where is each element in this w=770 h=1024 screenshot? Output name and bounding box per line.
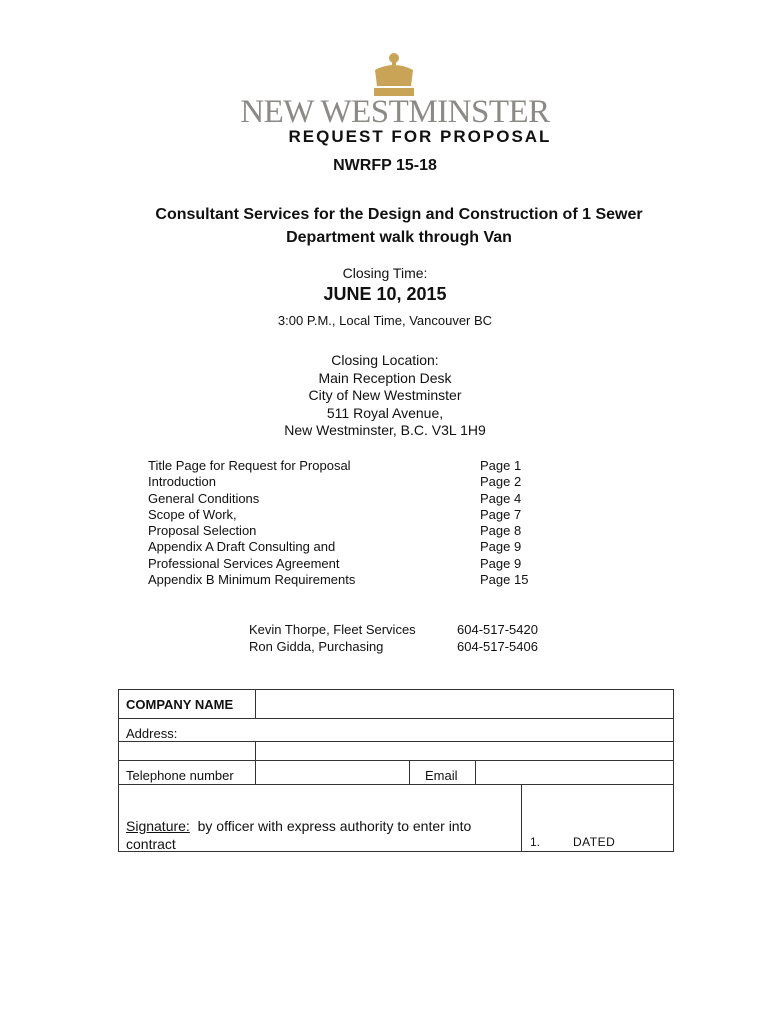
toc-title: Professional Services Agreement bbox=[148, 555, 340, 571]
toc-page: Page 7 bbox=[480, 506, 522, 522]
dated-label: DATED bbox=[573, 835, 616, 849]
toc-title: Appendix A Draft Consulting and bbox=[148, 539, 336, 555]
signature-text: by officer with express authority to enter into bbox=[197, 818, 472, 834]
toc-title: General Conditions bbox=[148, 490, 260, 506]
closing-date: JUNE 10, 2015 bbox=[323, 284, 447, 304]
form-rule bbox=[521, 784, 522, 851]
contact-name: Kevin Thorpe, Fleet Services bbox=[249, 622, 416, 637]
contact-list bbox=[249, 621, 538, 655]
form-rule bbox=[119, 718, 673, 719]
signature-heading: Signature: bbox=[126, 818, 190, 834]
contact-name: Ron Gidda, Purchasing bbox=[249, 639, 384, 654]
form-rule bbox=[409, 760, 410, 784]
signature-text-line2: contract bbox=[126, 836, 176, 852]
telephone-field[interactable] bbox=[259, 762, 407, 782]
location-line: Closing Location: bbox=[331, 352, 439, 368]
address-label: Address: bbox=[126, 726, 178, 741]
company-name-label: COMPANY NAME bbox=[126, 697, 234, 712]
toc-row bbox=[148, 507, 538, 523]
toc-row bbox=[148, 539, 538, 555]
table-of-contents bbox=[148, 458, 538, 588]
contact-phone: 604-517-5406 bbox=[457, 639, 538, 654]
closing-time-label: Closing Time: bbox=[342, 265, 428, 281]
toc-page: Page 8 bbox=[480, 523, 522, 539]
toc-row bbox=[148, 572, 538, 588]
contact-phone: 604-517-5420 bbox=[457, 622, 538, 637]
company-info-form bbox=[118, 689, 674, 852]
closing-time: 3:00 P.M., Local Time, Vancouver BC bbox=[277, 313, 493, 328]
toc-title: Appendix B Minimum Requirements bbox=[148, 572, 356, 588]
form-rule bbox=[255, 741, 256, 784]
address-field[interactable] bbox=[259, 743, 669, 759]
location-line: Main Reception Desk bbox=[318, 369, 452, 386]
email-field[interactable] bbox=[479, 762, 669, 782]
item-number: 1. bbox=[530, 835, 541, 849]
signature-field[interactable] bbox=[124, 788, 516, 848]
form-rule bbox=[119, 784, 673, 785]
toc-page: Page 9 bbox=[480, 539, 522, 555]
toc-page: Page 1 bbox=[480, 458, 522, 473]
closing-location bbox=[0, 352, 770, 440]
project-title bbox=[0, 203, 770, 249]
toc-page: Page 9 bbox=[480, 555, 522, 571]
rfp-number: NWRFP 15-18 bbox=[333, 157, 437, 174]
location-line: 511 Royal Avenue, bbox=[326, 404, 444, 421]
email-label: Email bbox=[425, 768, 458, 783]
location-line: New Westminster, B.C. V3L 1H9 bbox=[284, 422, 486, 438]
document-title: REQUEST FOR PROPOSAL bbox=[288, 127, 552, 146]
toc-title: Introduction bbox=[148, 474, 216, 490]
crown-logo-icon bbox=[371, 52, 417, 100]
form-rule bbox=[475, 760, 476, 784]
toc-row bbox=[148, 458, 538, 474]
toc-title: Title Page for Request for Proposal bbox=[148, 458, 351, 473]
toc-row bbox=[148, 491, 538, 507]
toc-row bbox=[148, 474, 538, 490]
location-line: City of New Westminster bbox=[308, 387, 462, 403]
toc-row bbox=[148, 556, 538, 572]
toc-page: Page 15 bbox=[480, 572, 529, 588]
toc-page: Page 4 bbox=[480, 490, 522, 506]
logo-wordmark: NEW WESTMINSTER bbox=[240, 94, 550, 130]
form-rule bbox=[119, 760, 673, 761]
contact-row bbox=[249, 638, 538, 655]
company-name-field[interactable] bbox=[259, 692, 669, 716]
form-rule bbox=[255, 690, 256, 718]
contact-row bbox=[249, 621, 538, 638]
project-title-line1: Consultant Services for the Design and Construction of 1 Sewer bbox=[155, 206, 643, 223]
telephone-label: Telephone number bbox=[126, 768, 234, 783]
toc-row bbox=[148, 523, 538, 539]
form-rule bbox=[119, 741, 673, 742]
project-title-line2: Department walk through Van bbox=[286, 229, 512, 246]
toc-page: Page 2 bbox=[480, 474, 522, 490]
toc-title: Scope of Work, bbox=[148, 506, 237, 522]
toc-title: Proposal Selection bbox=[148, 523, 257, 539]
